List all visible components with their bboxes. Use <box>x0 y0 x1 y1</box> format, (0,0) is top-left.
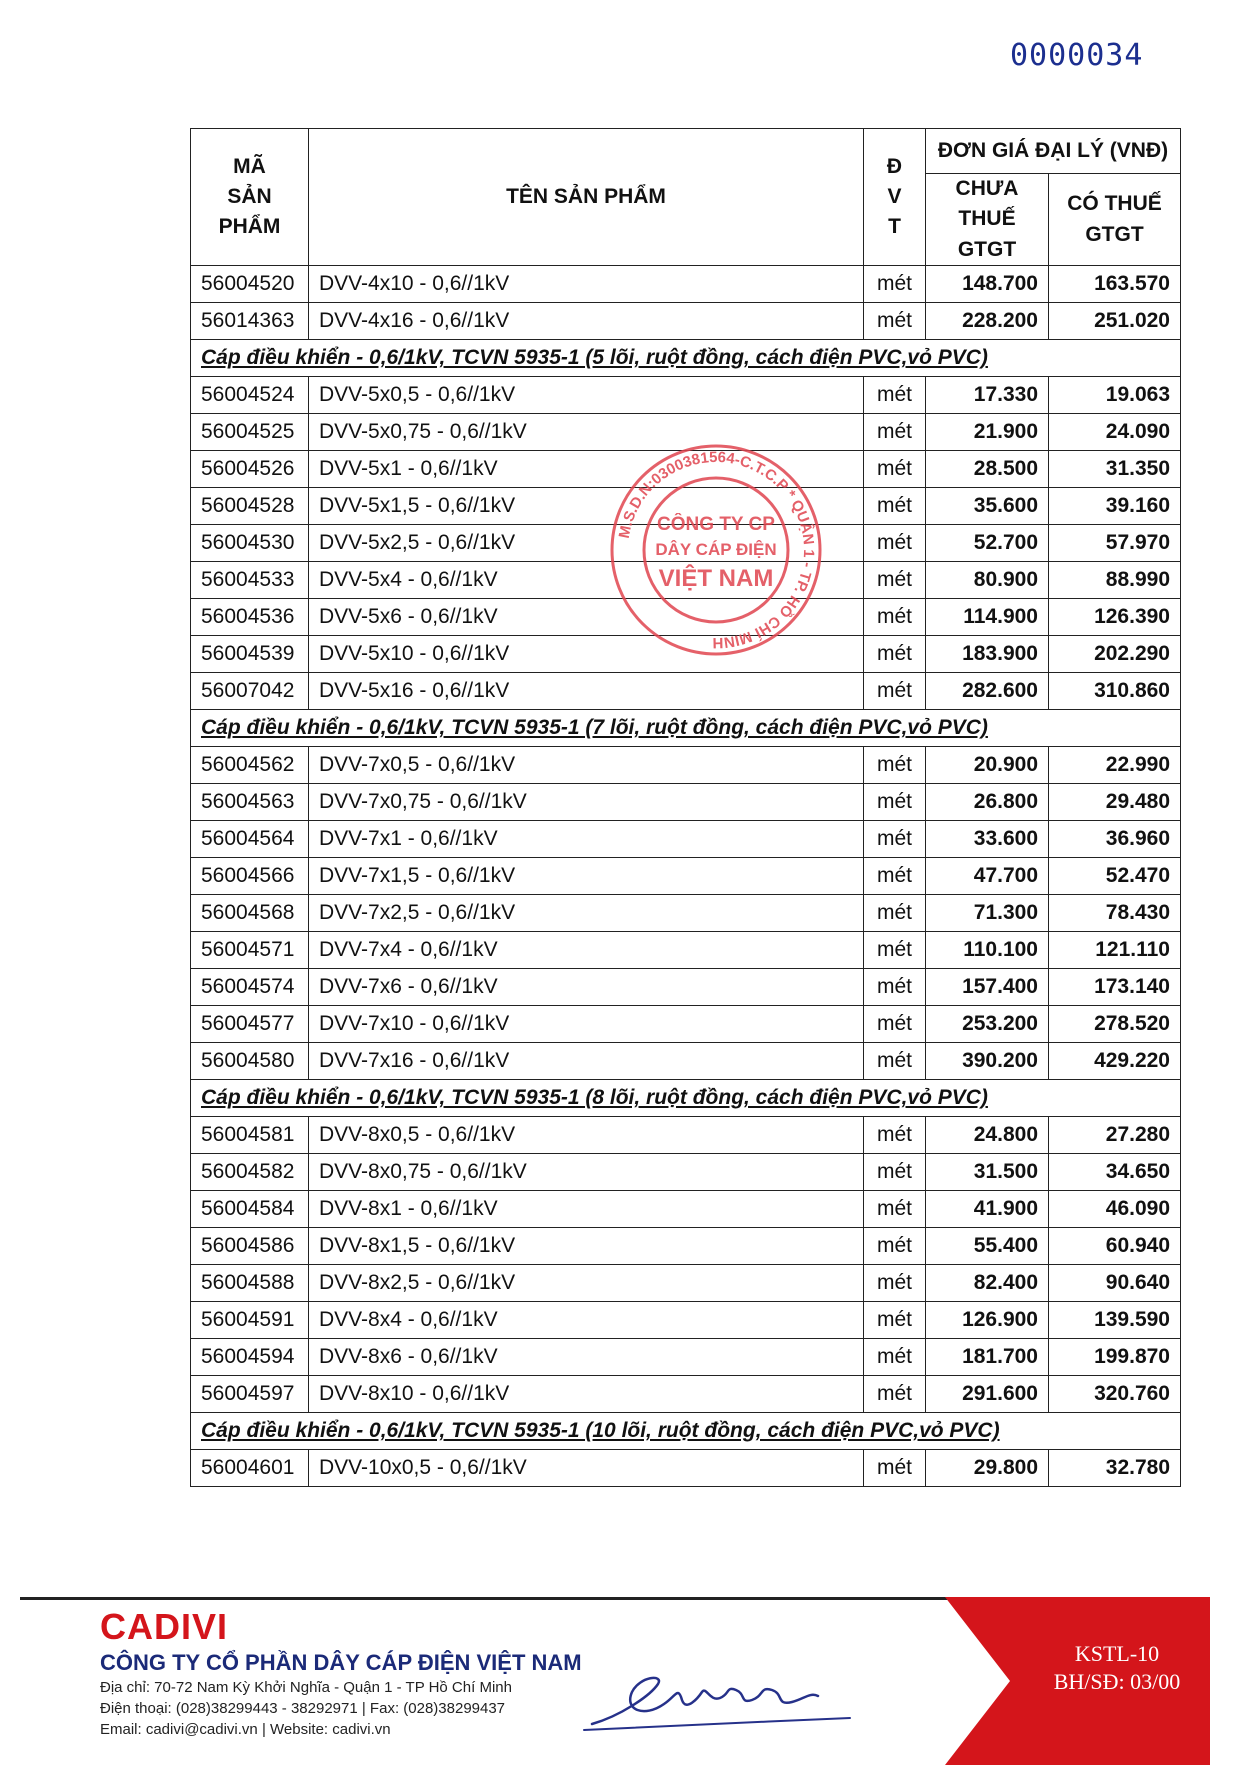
price-incl-vat-cell: 163.570 <box>1049 266 1181 303</box>
product-name-cell: DVV-8x0,75 - 0,6//1kV <box>309 1154 864 1191</box>
unit-cell: mét <box>864 1339 926 1376</box>
price-excl-vat-cell: 47.700 <box>926 858 1049 895</box>
product-name-cell: DVV-7x2,5 - 0,6//1kV <box>309 895 864 932</box>
form-code: KSTL-10 <box>1074 1641 1160 1666</box>
table-row <box>191 673 1181 710</box>
stamp-line-1: CÔNG TY CP <box>657 514 775 535</box>
unit-cell: mét <box>864 821 926 858</box>
unit-cell: mét <box>864 377 926 414</box>
price-incl-vat-cell: 39.160 <box>1049 488 1181 525</box>
unit-cell: mét <box>864 562 926 599</box>
product-code-cell: 56004520 <box>191 266 309 303</box>
table-row <box>191 1117 1181 1154</box>
footer-email: Email: cadivi@cadivi.vn | Website: cadivi.vn <box>100 1721 391 1738</box>
price-incl-vat-cell: 19.063 <box>1049 377 1181 414</box>
price-incl-vat-cell: 126.390 <box>1049 599 1181 636</box>
header-product-code: MÃ SẢN PHẨM <box>191 129 309 266</box>
unit-cell: mét <box>864 895 926 932</box>
price-excl-vat-cell: 52.700 <box>926 525 1049 562</box>
price-excl-vat-cell: 82.400 <box>926 1265 1049 1302</box>
unit-cell: mét <box>864 636 926 673</box>
product-code-cell: 56004526 <box>191 451 309 488</box>
price-incl-vat-cell: 251.020 <box>1049 303 1181 340</box>
price-excl-vat-cell: 28.500 <box>926 451 1049 488</box>
table-row <box>191 969 1181 1006</box>
price-excl-vat-cell: 71.300 <box>926 895 1049 932</box>
price-incl-vat-cell: 78.430 <box>1049 895 1181 932</box>
unit-cell: mét <box>864 1043 926 1080</box>
product-name-cell: DVV-5x10 - 0,6//1kV <box>309 636 864 673</box>
table-row <box>191 1043 1181 1080</box>
price-incl-vat-cell: 52.470 <box>1049 858 1181 895</box>
price-incl-vat-cell: 29.480 <box>1049 784 1181 821</box>
table-row <box>191 1265 1181 1302</box>
product-code-cell: 56004564 <box>191 821 309 858</box>
product-name-cell: DVV-5x2,5 - 0,6//1kV <box>309 525 864 562</box>
price-excl-vat-cell: 41.900 <box>926 1191 1049 1228</box>
product-code-cell: 56004563 <box>191 784 309 821</box>
price-excl-vat-cell: 35.600 <box>926 488 1049 525</box>
footer-phone: Điện thoại: (028)38299443 - 38292971 | Fax: (028)38299437 <box>100 1700 506 1717</box>
table-row <box>191 1228 1181 1265</box>
price-excl-vat-cell: 24.800 <box>926 1117 1049 1154</box>
price-incl-vat-cell: 310.860 <box>1049 673 1181 710</box>
section-heading: Cáp điều khiển - 0,6/1kV, TCVN 5935-1 (8 lõi, ruột đồng, cách điện PVC,vỏ PVC) <box>191 1080 1181 1117</box>
price-excl-vat-cell: 228.200 <box>926 303 1049 340</box>
product-code-cell: 56004582 <box>191 1154 309 1191</box>
unit-cell: mét <box>864 1228 926 1265</box>
header-product-name: TÊN SẢN PHẨM <box>309 129 864 266</box>
table-row <box>191 1006 1181 1043</box>
section-heading: Cáp điều khiển - 0,6/1kV, TCVN 5935-1 (10 lõi, ruột đồng, cách điện PVC,vỏ PVC) <box>191 1413 1181 1450</box>
product-name-cell: DVV-5x0,5 - 0,6//1kV <box>309 377 864 414</box>
section-row <box>191 710 1181 747</box>
product-name-cell: DVV-5x6 - 0,6//1kV <box>309 599 864 636</box>
stamp-line-2: DÂY CÁP ĐIỆN <box>655 540 777 559</box>
price-excl-vat-cell: 20.900 <box>926 747 1049 784</box>
product-name-cell: DVV-5x1,5 - 0,6//1kV <box>309 488 864 525</box>
table-row <box>191 821 1181 858</box>
price-incl-vat-cell: 173.140 <box>1049 969 1181 1006</box>
unit-cell: mét <box>864 1154 926 1191</box>
stamp-ring-text: M.S.D.N:0300381564-C.T.C.P * QUẬN 1 - TP. HỒ CHÍ MINH <box>615 448 818 652</box>
product-name-cell: DVV-5x0,75 - 0,6//1kV <box>309 414 864 451</box>
product-name-cell: DVV-8x1,5 - 0,6//1kV <box>309 1228 864 1265</box>
product-code-cell: 56004533 <box>191 562 309 599</box>
price-incl-vat-cell: 88.990 <box>1049 562 1181 599</box>
product-name-cell: DVV-5x1 - 0,6//1kV <box>309 451 864 488</box>
price-incl-vat-cell: 34.650 <box>1049 1154 1181 1191</box>
product-code-cell: 56004524 <box>191 377 309 414</box>
price-excl-vat-cell: 114.900 <box>926 599 1049 636</box>
product-name-cell: DVV-5x16 - 0,6//1kV <box>309 673 864 710</box>
header-dealer-price: ĐƠN GIÁ ĐẠI LÝ (VNĐ) <box>926 129 1181 174</box>
table-row <box>191 1450 1181 1487</box>
price-incl-vat-cell: 36.960 <box>1049 821 1181 858</box>
price-excl-vat-cell: 17.330 <box>926 377 1049 414</box>
header-price-excl-vat: CHƯA THUẾ GTGT <box>926 174 1049 266</box>
signature <box>580 1656 860 1736</box>
product-code-cell: 56004525 <box>191 414 309 451</box>
product-name-cell: DVV-7x16 - 0,6//1kV <box>309 1043 864 1080</box>
table-row <box>191 377 1181 414</box>
product-code-cell: 56004581 <box>191 1117 309 1154</box>
product-code-cell: 56004591 <box>191 1302 309 1339</box>
unit-cell: mét <box>864 1006 926 1043</box>
unit-cell: mét <box>864 525 926 562</box>
table-row <box>191 1191 1181 1228</box>
table-row <box>191 266 1181 303</box>
price-excl-vat-cell: 31.500 <box>926 1154 1049 1191</box>
product-name-cell: DVV-7x6 - 0,6//1kV <box>309 969 864 1006</box>
price-incl-vat-cell: 31.350 <box>1049 451 1181 488</box>
price-excl-vat-cell: 291.600 <box>926 1376 1049 1413</box>
price-incl-vat-cell: 32.780 <box>1049 1450 1181 1487</box>
footer-address: Địa chỉ: 70-72 Nam Kỳ Khởi Nghĩa - Quận 1 - TP Hồ Chí Minh <box>100 1679 512 1696</box>
price-excl-vat-cell: 80.900 <box>926 562 1049 599</box>
product-name-cell: DVV-4x16 - 0,6//1kV <box>309 303 864 340</box>
product-code-cell: 56004601 <box>191 1450 309 1487</box>
product-code-cell: 56004536 <box>191 599 309 636</box>
product-code-cell: 56004562 <box>191 747 309 784</box>
price-incl-vat-cell: 60.940 <box>1049 1228 1181 1265</box>
product-code-cell: 56004568 <box>191 895 309 932</box>
unit-cell: mét <box>864 303 926 340</box>
unit-cell: mét <box>864 488 926 525</box>
table-row <box>191 1154 1181 1191</box>
table-row <box>191 747 1181 784</box>
unit-cell: mét <box>864 1265 926 1302</box>
unit-cell: mét <box>864 784 926 821</box>
price-excl-vat-cell: 390.200 <box>926 1043 1049 1080</box>
product-name-cell: DVV-7x0,75 - 0,6//1kV <box>309 784 864 821</box>
product-name-cell: DVV-8x6 - 0,6//1kV <box>309 1339 864 1376</box>
product-name-cell: DVV-8x2,5 - 0,6//1kV <box>309 1265 864 1302</box>
product-name-cell: DVV-7x10 - 0,6//1kV <box>309 1006 864 1043</box>
section-row <box>191 1080 1181 1117</box>
product-code-cell: 56004574 <box>191 969 309 1006</box>
product-name-cell: DVV-7x1,5 - 0,6//1kV <box>309 858 864 895</box>
section-heading: Cáp điều khiển - 0,6/1kV, TCVN 5935-1 (5 lõi, ruột đồng, cách điện PVC,vỏ PVC) <box>191 340 1181 377</box>
product-code-cell: 56004528 <box>191 488 309 525</box>
stamp-line-3: VIỆT NAM <box>658 565 774 592</box>
price-incl-vat-cell: 278.520 <box>1049 1006 1181 1043</box>
product-name-cell: DVV-4x10 - 0,6//1kV <box>309 266 864 303</box>
price-excl-vat-cell: 110.100 <box>926 932 1049 969</box>
section-row <box>191 1413 1181 1450</box>
unit-cell: mét <box>864 673 926 710</box>
company-seal-stamp <box>606 440 826 660</box>
product-code-cell: 56004580 <box>191 1043 309 1080</box>
unit-cell: mét <box>864 266 926 303</box>
section-heading: Cáp điều khiển - 0,6/1kV, TCVN 5935-1 (7 lõi, ruột đồng, cách điện PVC,vỏ PVC) <box>191 710 1181 747</box>
price-incl-vat-cell: 320.760 <box>1049 1376 1181 1413</box>
price-excl-vat-cell: 26.800 <box>926 784 1049 821</box>
unit-cell: mét <box>864 1450 926 1487</box>
document-number: 0000034 <box>1010 38 1144 73</box>
price-incl-vat-cell: 139.590 <box>1049 1302 1181 1339</box>
unit-cell: mét <box>864 1302 926 1339</box>
table-row <box>191 303 1181 340</box>
price-incl-vat-cell: 57.970 <box>1049 525 1181 562</box>
product-code-cell: 56014363 <box>191 303 309 340</box>
price-incl-vat-cell: 24.090 <box>1049 414 1181 451</box>
price-excl-vat-cell: 253.200 <box>926 1006 1049 1043</box>
price-excl-vat-cell: 181.700 <box>926 1339 1049 1376</box>
product-name-cell: DVV-8x1 - 0,6//1kV <box>309 1191 864 1228</box>
product-name-cell: DVV-7x1 - 0,6//1kV <box>309 821 864 858</box>
product-name-cell: DVV-8x10 - 0,6//1kV <box>309 1376 864 1413</box>
product-code-cell: 56004577 <box>191 1006 309 1043</box>
table-row <box>191 1376 1181 1413</box>
product-name-cell: DVV-5x4 - 0,6//1kV <box>309 562 864 599</box>
product-name-cell: DVV-8x0,5 - 0,6//1kV <box>309 1117 864 1154</box>
footer-company-name: CÔNG TY CỔ PHẦN DÂY CÁP ĐIỆN VIỆT NAM <box>100 1650 582 1675</box>
product-name-cell: DVV-7x0,5 - 0,6//1kV <box>309 747 864 784</box>
product-code-cell: 56004530 <box>191 525 309 562</box>
price-excl-vat-cell: 21.900 <box>926 414 1049 451</box>
product-code-cell: 56004566 <box>191 858 309 895</box>
footer-divider <box>20 1597 950 1600</box>
product-name-cell: DVV-10x0,5 - 0,6//1kV <box>309 1450 864 1487</box>
price-excl-vat-cell: 33.600 <box>926 821 1049 858</box>
unit-cell: mét <box>864 414 926 451</box>
unit-cell: mét <box>864 1376 926 1413</box>
product-code-cell: 56004594 <box>191 1339 309 1376</box>
price-incl-vat-cell: 202.290 <box>1049 636 1181 673</box>
price-excl-vat-cell: 29.800 <box>926 1450 1049 1487</box>
unit-cell: mét <box>864 1117 926 1154</box>
price-incl-vat-cell: 46.090 <box>1049 1191 1181 1228</box>
table-row <box>191 1339 1181 1376</box>
product-code-cell: 56004539 <box>191 636 309 673</box>
table-row <box>191 784 1181 821</box>
price-incl-vat-cell: 429.220 <box>1049 1043 1181 1080</box>
header-price-incl-vat: CÓ THUẾ GTGT <box>1049 174 1181 266</box>
price-excl-vat-cell: 282.600 <box>926 673 1049 710</box>
price-excl-vat-cell: 148.700 <box>926 266 1049 303</box>
price-incl-vat-cell: 90.640 <box>1049 1265 1181 1302</box>
price-excl-vat-cell: 55.400 <box>926 1228 1049 1265</box>
table-row <box>191 1302 1181 1339</box>
product-code-cell: 56007042 <box>191 673 309 710</box>
product-code-cell: 56004586 <box>191 1228 309 1265</box>
price-excl-vat-cell: 157.400 <box>926 969 1049 1006</box>
product-name-cell: DVV-8x4 - 0,6//1kV <box>309 1302 864 1339</box>
unit-cell: mét <box>864 747 926 784</box>
product-code-cell: 56004571 <box>191 932 309 969</box>
price-excl-vat-cell: 183.900 <box>926 636 1049 673</box>
header-unit: Đ V T <box>864 129 926 266</box>
product-name-cell: DVV-7x4 - 0,6//1kV <box>309 932 864 969</box>
price-table <box>190 128 1181 1487</box>
cadivi-logo: CADIVI <box>100 1606 229 1647</box>
section-row <box>191 340 1181 377</box>
unit-cell: mét <box>864 451 926 488</box>
price-excl-vat-cell: 126.900 <box>926 1302 1049 1339</box>
price-incl-vat-cell: 121.110 <box>1049 932 1181 969</box>
price-incl-vat-cell: 27.280 <box>1049 1117 1181 1154</box>
unit-cell: mét <box>864 599 926 636</box>
form-code-block <box>1022 1640 1212 1695</box>
product-code-cell: 56004597 <box>191 1376 309 1413</box>
product-code-cell: 56004588 <box>191 1265 309 1302</box>
product-code-cell: 56004584 <box>191 1191 309 1228</box>
table-row <box>191 858 1181 895</box>
price-table-header <box>191 129 1181 266</box>
table-row <box>191 895 1181 932</box>
unit-cell: mét <box>864 858 926 895</box>
form-revision: BH/SĐ: 03/00 <box>1053 1668 1181 1694</box>
unit-cell: mét <box>864 932 926 969</box>
unit-cell: mét <box>864 1191 926 1228</box>
unit-cell: mét <box>864 969 926 1006</box>
price-incl-vat-cell: 199.870 <box>1049 1339 1181 1376</box>
table-row <box>191 932 1181 969</box>
price-incl-vat-cell: 22.990 <box>1049 747 1181 784</box>
